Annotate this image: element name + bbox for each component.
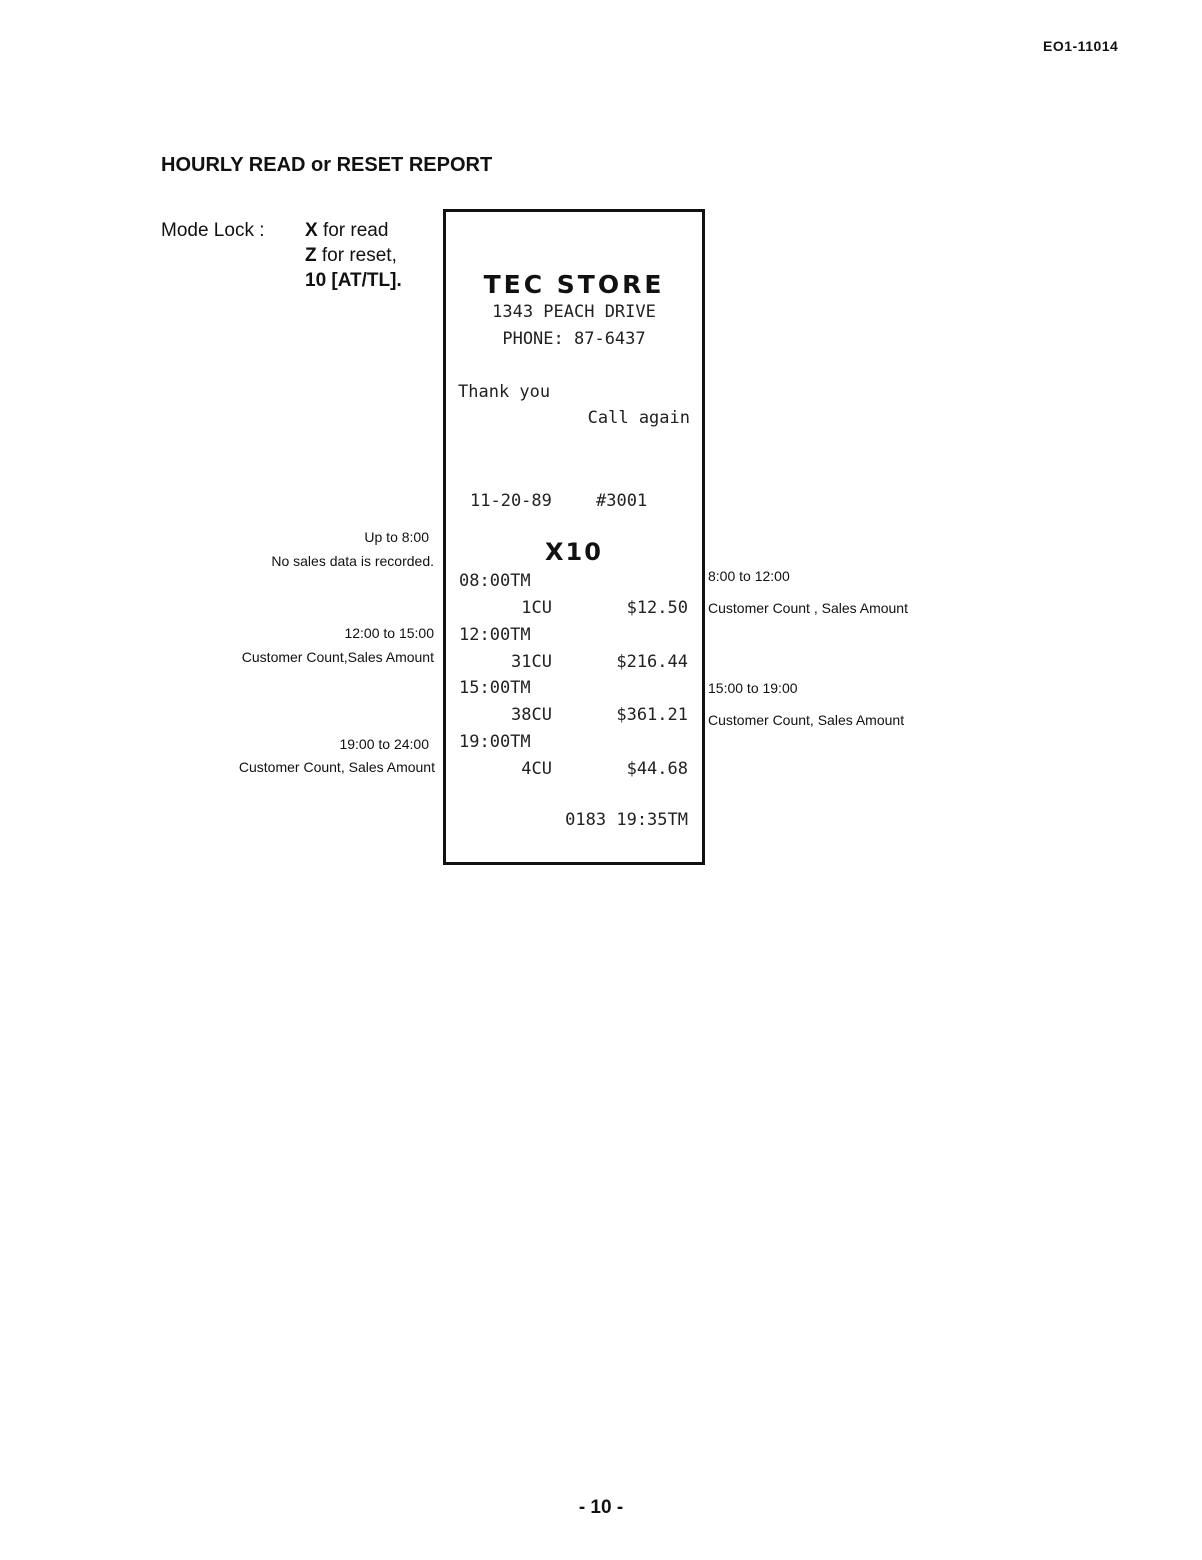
receipt-entry-count: 4CU (521, 759, 552, 779)
annotation-left-2-range: 12:00 to 15:00 (344, 625, 434, 641)
page-title: HOURLY READ or RESET REPORT (161, 154, 493, 176)
annotation-right-2-range: 15:00 to 19:00 (708, 680, 798, 696)
receipt-date: 11-20-89 (470, 491, 552, 511)
receipt-entry-amount: $216.44 (616, 652, 688, 672)
page-number: - 10 - (578, 1497, 624, 1518)
annotation-right-1-range: 8:00 to 12:00 (708, 568, 790, 584)
receipt-call-again: Call again (587, 408, 690, 428)
receipt-register: #3001 (596, 491, 648, 511)
mode-lock-read-text: for read (317, 220, 389, 241)
annotation-left-3-desc: Customer Count, Sales Amount (238, 759, 435, 775)
receipt (443, 209, 705, 865)
mode-lock-reset-text: for reset, (316, 245, 397, 266)
receipt-entry-count: 38CU (511, 705, 552, 725)
receipt-entry-amount: $44.68 (626, 759, 688, 779)
receipt-entry-amount: $361.21 (616, 705, 688, 725)
document-id: EO1-11014 (1043, 38, 1119, 54)
mode-lock-label: Mode Lock : (161, 220, 265, 241)
receipt-entry-count: 1CU (521, 598, 552, 618)
receipt-entry-time: 19:00TM (459, 732, 531, 752)
receipt-thanks: Thank you (458, 382, 551, 402)
annotation-right-1-desc: Customer Count , Sales Amount (708, 600, 908, 616)
receipt-entry-time: 15:00TM (459, 678, 531, 698)
annotation-right-2-desc: Customer Count, Sales Amount (708, 712, 905, 728)
receipt-store-name: TEC STORE (483, 270, 665, 299)
mode-lock-reset-key: Z (305, 245, 317, 266)
receipt-entry-amount: $12.50 (626, 598, 688, 618)
receipt-report-code: X10 (545, 538, 603, 566)
mode-lock-key-sequence: 10 [AT/TL]. (305, 270, 402, 291)
annotation-left-2-desc: Customer Count,Sales Amount (241, 649, 434, 665)
mode-lock-reset (305, 245, 397, 267)
annotation-left-3-range: 19:00 to 24:00 (339, 736, 429, 752)
receipt-phone: PHONE: 87-6437 (502, 329, 646, 349)
mode-lock-read-key: X (305, 220, 318, 241)
annotation-left-1-range: Up to 8:00 (364, 529, 429, 545)
receipt-address: 1343 PEACH DRIVE (492, 302, 656, 322)
receipt-entry-count: 31CU (511, 652, 552, 672)
receipt-footer: 0183 19:35TM (565, 810, 688, 830)
receipt-entry-time: 08:00TM (459, 571, 531, 591)
mode-lock-read (305, 220, 388, 242)
annotation-left-1-desc: No sales data is recorded. (271, 553, 434, 569)
receipt-entry-time: 12:00TM (459, 625, 531, 645)
